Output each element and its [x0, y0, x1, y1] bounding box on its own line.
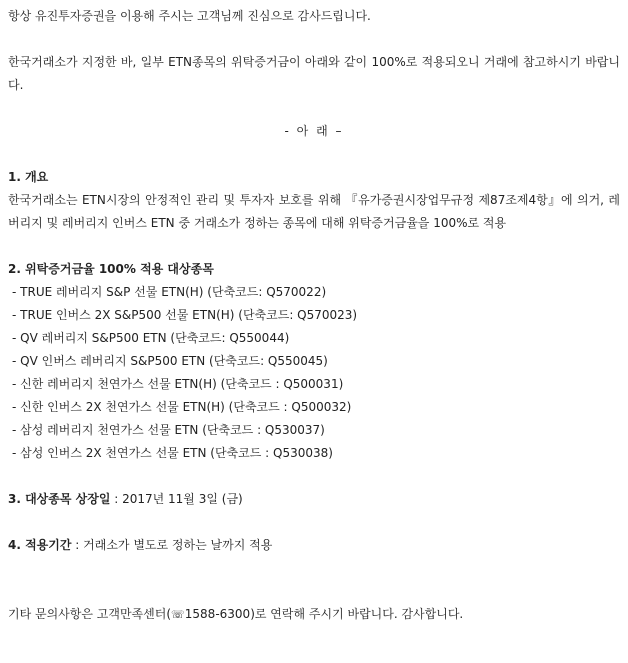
below-marker: - 아 래 –: [284, 124, 344, 138]
telephone-icon: ☏: [171, 608, 185, 621]
section3-line: [8, 488, 620, 511]
footer-text-after: )로 연락해 주시기 바랍니다. 감사합니다.: [250, 607, 464, 621]
listing-date: : 2017년 11월 3일 (금): [110, 492, 243, 506]
greeting-text: 항상 유진투자증권을 이용해 주시는 고객님께 진심으로 감사드립니다.: [8, 9, 371, 23]
list-item: - 삼성 레버리지 천연가스 선물 ETN (단축코드 : Q530037): [12, 423, 325, 437]
list-item: - 삼성 인버스 2X 천연가스 선물 ETN (단축코드 : Q530038): [12, 446, 333, 460]
section1-body: 한국거래소는 ETN시장의 안정적인 관리 및 투자자 보호를 위해 『유가증권시장업무규정 제87조제4항』에 의거, 레버리지 및 레버리지 인버스 ETN 중 거래소가 정하는 종목에 대해 위탁증거금율을 100%로 적용: [8, 193, 620, 230]
footer-contact: [8, 603, 620, 626]
list-item: - 신한 레버리지 천연가스 선물 ETN(H) (단축코드 : Q500031): [12, 377, 344, 391]
list-item: - QV 레버리지 S&P500 ETN (단축코드: Q550044): [12, 331, 290, 345]
section4-heading: 4. 적용기간: [8, 538, 72, 552]
list-item: - QV 인버스 레버리지 S&P500 ETN (단축코드: Q550045): [12, 354, 328, 368]
section3-heading: 3. 대상종목 상장일: [8, 492, 111, 506]
list-item: - TRUE 인버스 2X S&P500 선물 ETN(H) (단축코드: Q570023): [12, 308, 358, 322]
list-item: - 신한 인버스 2X 천연가스 선물 ETN(H) (단축코드 : Q500032): [12, 400, 352, 414]
application-period: : 거래소가 별도로 정하는 날까지 적용: [71, 538, 273, 552]
target-items-list: [8, 281, 620, 465]
footer-text-before: 기타 문의사항은 고객만족센터(: [8, 607, 172, 621]
section4-line: [8, 534, 620, 557]
section1-heading: 1. 개요: [8, 170, 49, 184]
intro-text: 한국거래소가 지정한 바, 일부 ETN종목의 위탁증거금이 아래와 같이 100%로 적용되오니 거래에 참고하시기 바랍니다.: [8, 55, 620, 92]
section2-heading: 2. 위탁증거금율 100% 적용 대상종목: [8, 262, 214, 276]
list-item: - TRUE 레버리지 S&P 선물 ETN(H) (단축코드: Q570022): [12, 285, 327, 299]
phone-number: 1588-6300: [184, 607, 251, 621]
